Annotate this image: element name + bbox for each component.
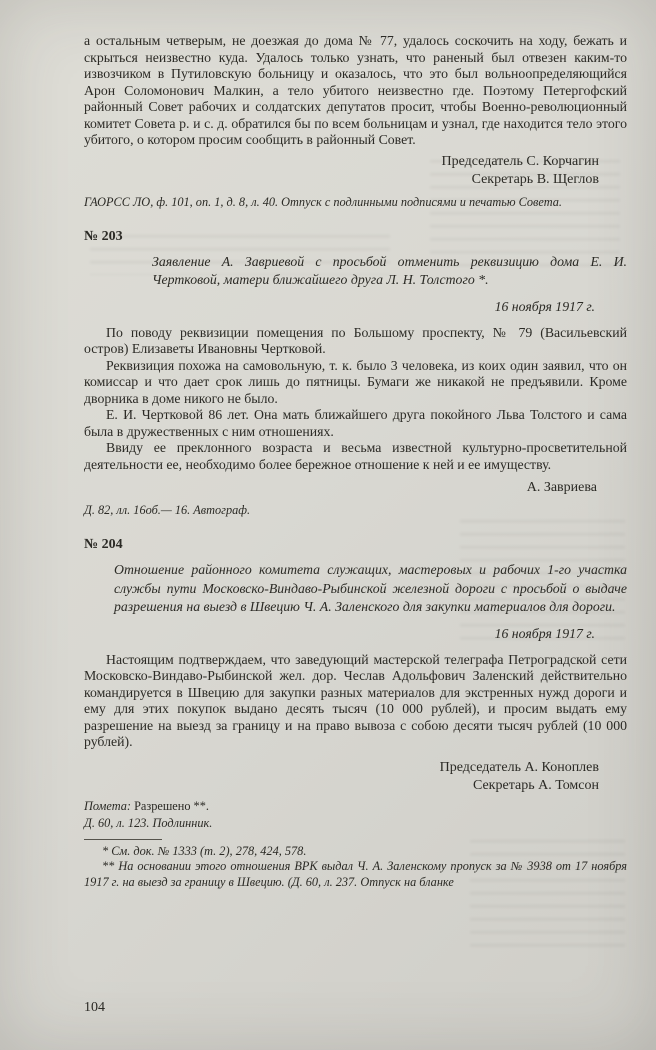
page-number: 104: [84, 1000, 105, 1015]
document-number: № 204: [84, 537, 123, 552]
signature-secretary: Секретарь В. Щеглов: [471, 171, 599, 187]
archive-reference: ГАОРСС ЛО, ф. 101, оп. 1, д. 8, л. 40. Отпуск с подлинными подписями и печатью Совета.: [84, 194, 562, 209]
document-paragraph: Настоящим подтверждаем, что заведующий мастерской телеграфа Петроградской сети Московско-Виндаво-Рыбинской жел. дор. Чеслав Адольфович Заленский действительно командируется в Швецию для закупки разных материалов для экстренных нужд дороги и ему для этих покупок выдано десять тысяч (10 000 рублей), и просим выдать ему разрешение на выезд за границу и на право вывоза с собою десяти тысяч рублей (10 000 рублей).: [84, 651, 627, 749]
signature-name: А. Завриева: [526, 480, 597, 495]
footnote-divider: [84, 839, 162, 840]
annotation-line: [84, 799, 627, 814]
signature-block: [84, 153, 627, 189]
document-date: 16 ноября 1917 г.: [494, 625, 595, 641]
signature-chairman: Председатель С. Корчагин: [441, 153, 599, 169]
document-paragraph: Ввиду ее преклонного возраста и весьма известной культурно-просветительной деятельности ее, необходимо более бережное отношение к ней и ее имуществу.: [84, 440, 627, 472]
signature-chairman: Председатель А. Коноплев: [439, 759, 599, 775]
document-title: Отношение районного комитета служащих, мастеровых и рабочих 1-го участка службы пути Московско-Виндаво-Рыбинской железной дороги с просьбой о выдаче разрешения на выезд в Швецию Ч. А. Заленского для закупки материалов для дороги.: [114, 562, 627, 614]
document-paragraph: По поводу реквизиции помещения по Большому проспекту, № 79 (Васильевский остров) Елизаветы Ивановны Чертковой.: [84, 324, 627, 356]
archive-reference: Д. 82, лл. 16об.— 16. Автограф.: [84, 503, 251, 517]
document-date: 16 ноября 1917 г.: [494, 298, 595, 314]
document-title: Заявление А. Завриевой с просьбой отменить реквизицию дома Е. И. Чертковой, матери ближайшего друга Л. Н. Толстого *.: [152, 253, 627, 287]
footnotes-section: [84, 839, 627, 891]
document-number: № 203: [84, 228, 123, 244]
document-203: [84, 228, 627, 519]
document-body: [84, 325, 627, 474]
continued-paragraph: а остальным четверым, не доезжая до дома № 77, удалось соскочить на ходу, бежать и скрыться неизвестно куда. Удалось только узнать, что раненый был отвезен каким-то извозчиком в Путиловскую больницу и оказалось, что это был вольноопределяющийся Арон Соломонович Малкин, а тело убитого неизвестно где. Поэтому Петергофский районный Совет рабочих и солдатских депутатов просит, чтобы Военно-революционный комитет Совета р. и с. д. обратился бы по всем больницам и узнал, где находится тело этого убитого, о котором просим сообщить в районный Совет.: [84, 33, 627, 147]
annotation-label: Помета:: [84, 798, 131, 813]
document-paragraph: Е. И. Чертковой 86 лет. Она мать ближайшего друга покойного Льва Толстого и сама была в дружественных с ним отношениях.: [84, 407, 627, 439]
document-notes: [84, 799, 627, 831]
document-previous-continuation: [84, 33, 627, 210]
document-body: [84, 652, 627, 751]
signature-block: [84, 759, 627, 795]
annotation-value: Разрешено **.: [134, 798, 209, 813]
footnote: * См. док. № 1333 (т. 2), 278, 424, 578.: [102, 843, 307, 858]
signature-secretary: Секретарь А. Томсон: [472, 777, 599, 793]
archive-reference: Д. 60, л. 123. Подлинник.: [84, 815, 213, 830]
document-paragraph: Реквизиция похожа на самовольную, т. к. было 3 человека, из коих один заявил, что он комиссар и что дает срок лишь до пятницы. Бумаги же никакой не предъявили. Кроме дворника в доме никого не было.: [84, 357, 627, 406]
text-block: [84, 33, 627, 890]
footnote: ** На основании этого отношения ВРК выдал Ч. А. Заленскому пропуск за № 3938 от 17 ноября 1917 г. на выезд за границу в Швецию. (Д. 60, л. 237. Отпуск на бланке: [84, 859, 627, 889]
document-204: [84, 536, 627, 831]
